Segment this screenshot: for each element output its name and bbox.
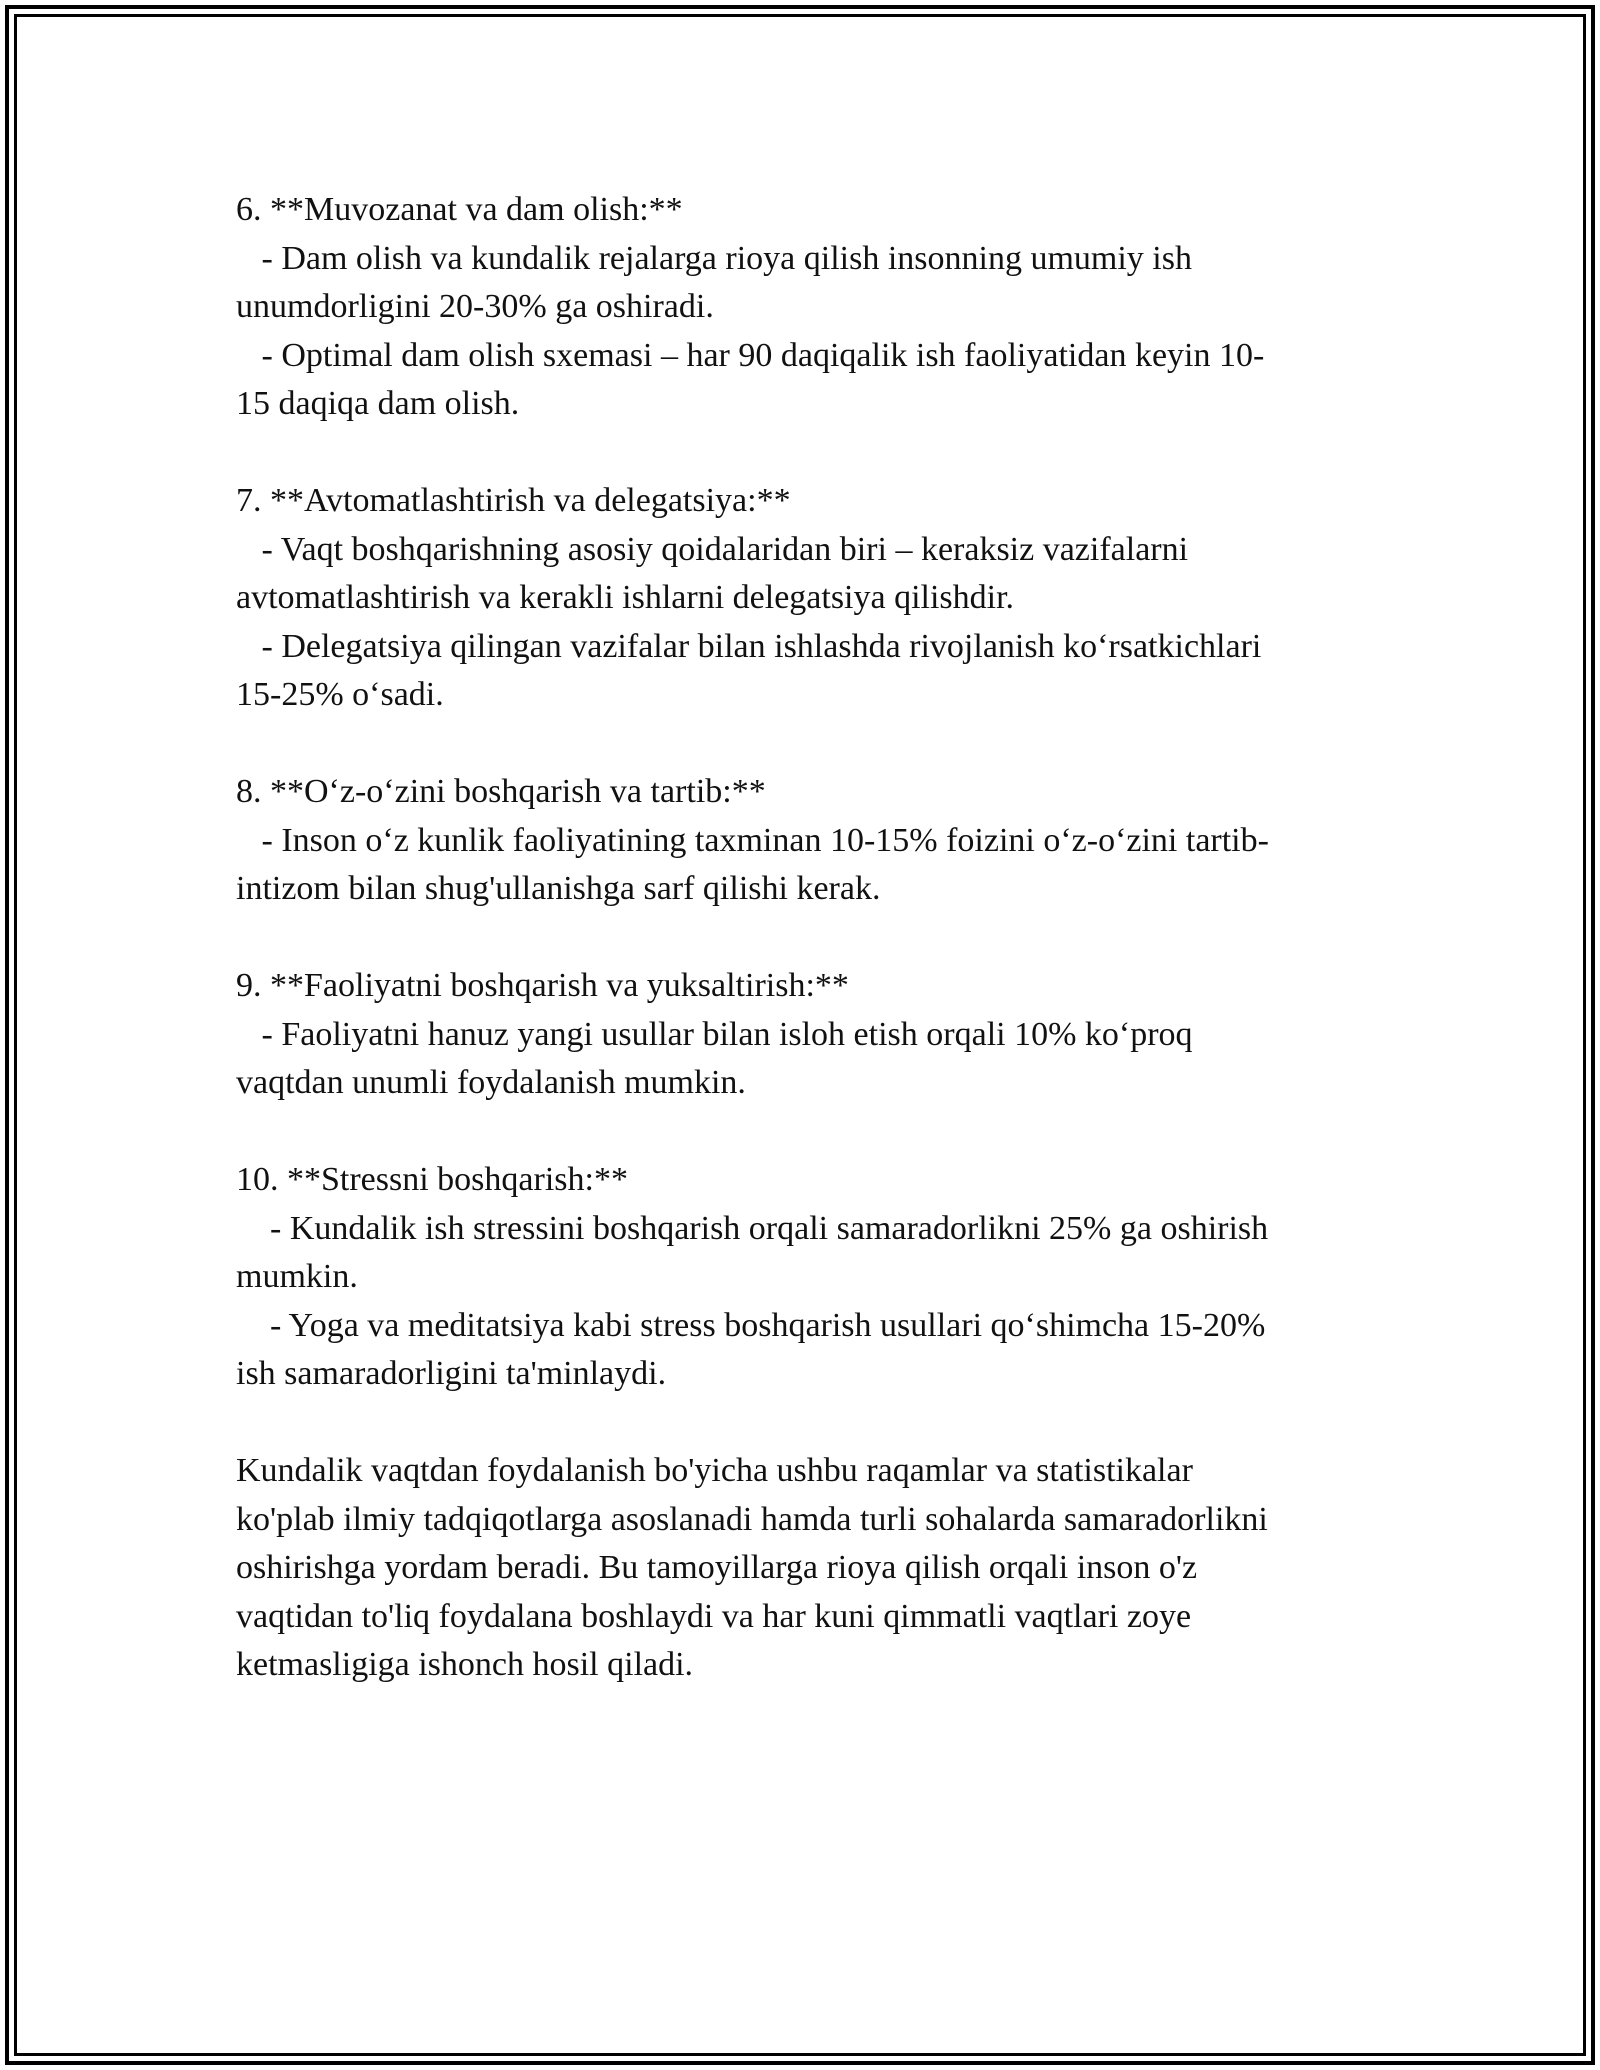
section-text-line: ish samaradorligini ta'minlaydi. [236, 1355, 667, 1392]
closing-text-line: ketmasligiga ishonch hosil qiladi. [236, 1646, 694, 1683]
section-text-line: 15-25% oʻsadi. [236, 676, 444, 713]
closing-text-line: vaqtidan to'liq foydalana boshlaydi va har kuni qimmatli vaqtlari zoye [236, 1597, 1192, 1635]
section-text-line: - Optimal dam olish sxemasi – har 90 daqiqalik ish faoliyatidan keyin 10- [236, 336, 1265, 374]
section-text-line: avtomatlashtirish va kerakli ishlarni delegatsiya qilishdir. [236, 579, 1015, 616]
section-text-line: vaqtdan unumli foydalanish mumkin. [236, 1064, 746, 1101]
section-activity-management [236, 962, 1356, 1108]
section-heading: 9. **Faoliyatni boshqarish va yuksaltirish:** [236, 967, 849, 1004]
section-text-line: - Delegatsiya qilingan vazifalar bilan ishlashda rivojlanish koʻrsatkichlari [236, 627, 1262, 665]
section-automation-and-delegation [236, 477, 1356, 720]
section-heading: 7. **Avtomatlashtirish va delegatsiya:** [236, 482, 791, 519]
document-body [236, 186, 1356, 1738]
closing-text-line: ko'plab ilmiy tadqiqotlarga asoslanadi hamda turli sohalarda samaradorlikni [236, 1500, 1268, 1538]
section-text-line: intizom bilan shug'ullanishga sarf qilishi kerak. [236, 870, 881, 907]
closing-text-line: Kundalik vaqtdan foydalanish bo'yicha ushbu raqamlar va statistikalar [236, 1452, 1193, 1489]
section-text-line: mumkin. [236, 1258, 358, 1295]
section-text-line: - Vaqt boshqarishning asosiy qoidalaridan biri – keraksiz vazifalarni [236, 530, 1189, 568]
section-heading: 8. **Oʻz-oʻzini boshqarish va tartib:** [236, 773, 766, 810]
section-text-line: - Kundalik ish stressini boshqarish orqali samaradorlikni 25% ga oshirish [236, 1209, 1269, 1247]
closing-text-line: oshirishga yordam beradi. Bu tamoyillarga rioya qilish orqali inson o'z [236, 1549, 1198, 1586]
section-stress-management [236, 1156, 1356, 1399]
section-self-management [236, 768, 1356, 914]
section-text-line: - Yoga va meditatsiya kabi stress boshqarish usullari qoʻshimcha 15-20% [236, 1306, 1266, 1344]
closing-paragraph [236, 1447, 1356, 1690]
section-text-line: - Faoliyatni hanuz yangi usullar bilan isloh etish orqali 10% koʻproq [236, 1015, 1193, 1053]
section-text-line: 15 daqiqa dam olish. [236, 385, 520, 422]
section-heading: 6. **Muvozanat va dam olish:** [236, 191, 683, 228]
section-heading: 10. **Stressni boshqarish:** [236, 1161, 628, 1198]
section-balance-and-rest [236, 186, 1356, 429]
section-text-line: - Inson oʻz kunlik faoliyatining taxminan 10-15% foizini oʻz-oʻzini tartib- [236, 821, 1269, 859]
section-text-line: unumdorligini 20-30% ga oshiradi. [236, 288, 714, 325]
section-text-line: - Dam olish va kundalik rejalarga rioya qilish insonning umumiy ish [236, 239, 1192, 277]
